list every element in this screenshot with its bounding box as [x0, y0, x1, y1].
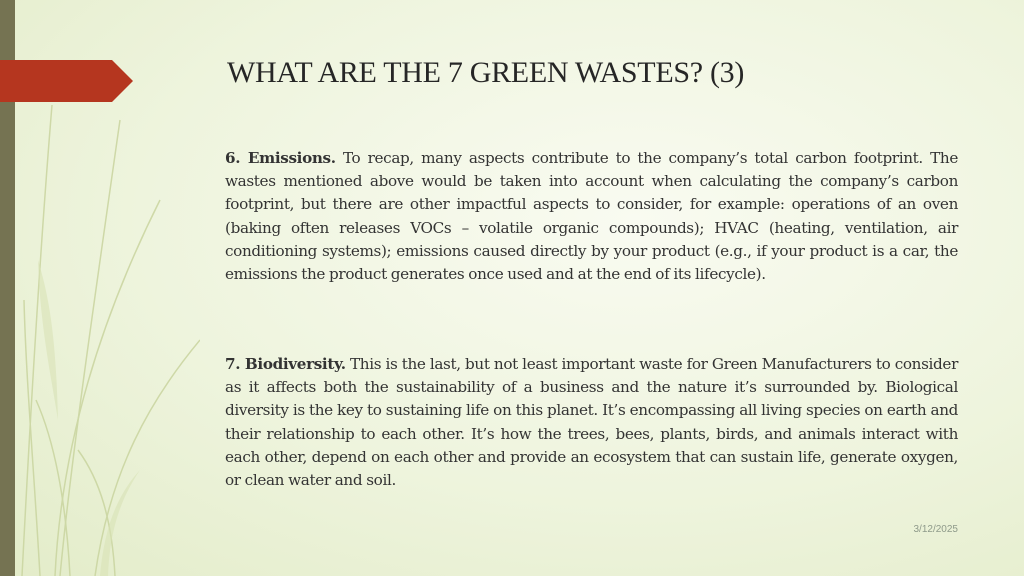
- paragraph-text: This is the last, but not least important waste for Green Manufacturers to consider as it affects both the sustainability of a business and the nature it’s surrounded by. Biological diversity is the key to sustaining life on this planet. It’s encompassing all living species on earth and their relationship to each other. It’s how the trees, bees, plants, birds, and animals interact with each other, depend on each other and provide an ecosystem that can sustain life, generate oxygen, or clean water and soil.: [225, 355, 958, 490]
- slide-date: 3/12/2025: [913, 524, 958, 535]
- paragraph-text: To recap, many aspects contribute to the company’s total carbon footprint. The wastes mentioned above would be taken into account when calculating the company’s carbon footprint, but there are other impactful aspects to consider, for example: operations of an oven (baking often releases VOCs – volatile organic compounds); HVAC (heating, ventilation, air conditioning systems); emissions caused directly by your product (e.g., if your product is a car, the emissions the product generates once used and at the end of its lifecycle).: [225, 149, 959, 284]
- title-accent-arrow: [0, 60, 133, 102]
- slide-title: WHAT ARE THE 7 GREEN WASTES? (3): [227, 56, 745, 89]
- paragraph-emissions: [225, 147, 958, 286]
- paragraph-heading: 6. Emissions.: [225, 149, 336, 167]
- paragraph-heading: 7. Biodiversity.: [225, 355, 346, 373]
- paragraph-biodiversity: [225, 353, 958, 492]
